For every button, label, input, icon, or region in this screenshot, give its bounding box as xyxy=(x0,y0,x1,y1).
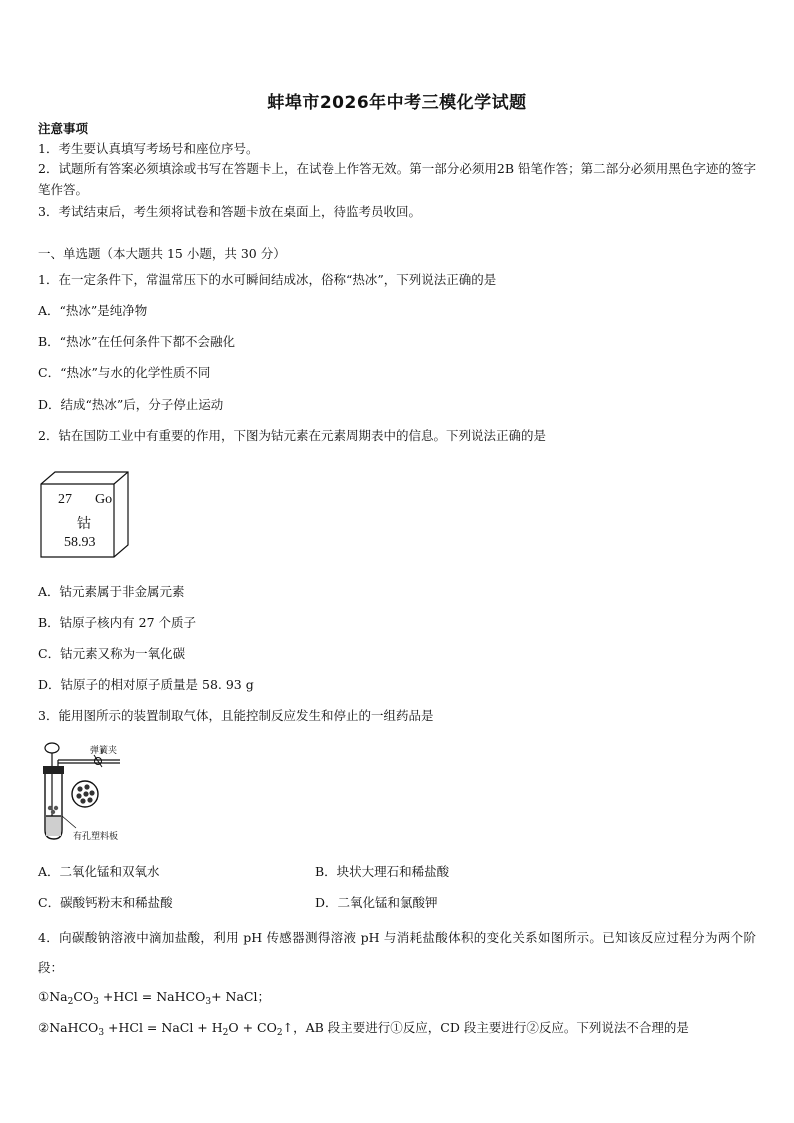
q4-reaction-1 xyxy=(38,989,270,1005)
q4-stem: 4．向碳酸钠溶液中滴加盐酸，利用 pH 传感器测得溶液 pH 与消耗盐酸体积的变化关系如图所示。已知该反应过程分为两个阶段： xyxy=(38,930,756,975)
notice-item-1: 1．考生要认真填写考场号和座位序号。 xyxy=(38,141,259,156)
element-name: 钴 xyxy=(77,516,91,532)
cobalt-element-card xyxy=(40,470,130,558)
r1-part: +HCl = NaHCO xyxy=(98,989,206,1004)
section-heading: 一、单选题（本大题共 15 小题，共 30 分） xyxy=(38,246,286,261)
q4-reaction-2 xyxy=(38,1020,689,1036)
element-symbol: Go xyxy=(95,492,113,507)
r1-part: + NaCl； xyxy=(211,989,270,1004)
r1-sub: 2 xyxy=(67,997,74,1007)
atomic-mass: 58.93 xyxy=(64,535,96,550)
r2-part: +HCl = NaCl + H xyxy=(104,1020,223,1035)
notice-heading: 注意事项 xyxy=(38,121,89,136)
spring-clip-label: 弹簧夹 xyxy=(90,746,118,756)
r1-sub: 3 xyxy=(205,997,212,1007)
notice-item-3: 3．考试结束后，考生须将试卷和答题卡放在桌面上，待监考员收回。 xyxy=(38,204,421,219)
q1-option-b: B．“热冰”在任何条件下都不会融化 xyxy=(38,334,235,349)
q2-stem: 2．钴在国防工业中有重要的作用，下图为钴元素在元素周期表中的信息。下列说法正确的是 xyxy=(38,428,546,443)
q2-option-a: A．钴元素属于非金属元素 xyxy=(38,584,185,599)
q3-option-d: D．二氧化锰和氯酸钾 xyxy=(315,895,438,910)
q3-option-a: A．二氧化锰和双氧水 xyxy=(38,864,160,879)
r2-part: O + CO xyxy=(228,1020,277,1035)
atomic-number: 27 xyxy=(58,492,72,507)
q1-option-c: C．“热冰”与水的化学性质不同 xyxy=(38,365,211,380)
q3-option-b: B．块状大理石和稀盐酸 xyxy=(315,864,450,879)
q3-option-c: C．碳酸钙粉末和稀盐酸 xyxy=(38,895,173,910)
q2-option-d: D．钴原子的相对原子质量是 58. 93 g xyxy=(38,677,254,692)
r2-sub: 2 xyxy=(276,1028,283,1038)
r1-part: ①Na xyxy=(38,989,68,1004)
q1-option-a: A．“热冰”是纯净物 xyxy=(38,303,148,318)
page-title: 蚌埠市2026年中考三模化学试题 xyxy=(267,93,527,113)
r2-sub: 3 xyxy=(98,1028,105,1038)
q2-option-b: B．钴原子核内有 27 个质子 xyxy=(38,615,197,630)
q2-option-c: C．钴元素又称为一氧化碳 xyxy=(38,646,186,661)
r2-part: ↑，AB 段主要进行①反应，CD 段主要进行②反应。下列说法不合理的是 xyxy=(282,1020,689,1035)
q1-option-d: D．结成“热冰”后，分子停止运动 xyxy=(38,397,224,412)
perforated-plate-label: 有孔塑料板 xyxy=(73,832,119,842)
r2-part: ②NaHCO xyxy=(38,1020,99,1035)
q1-stem: 1．在一定条件下，常温常压下的水可瞬间结成冰，俗称“热冰”，下列说法正确的是 xyxy=(38,272,497,287)
q3-stem: 3．能用图所示的装置制取气体，且能控制反应发生和停止的一组药品是 xyxy=(38,708,434,723)
gas-generator-apparatus xyxy=(40,740,170,844)
r1-sub: 3 xyxy=(93,997,99,1007)
r1-part: CO xyxy=(73,989,94,1004)
notice-item-2: 2．试题所有答案必须填涂或书写在答题卡上，在试卷上作答无效。第一部分必须用2B 铅笔作答；第二部分必须用黑色字迹的签字笔作答。 xyxy=(38,161,756,197)
r2-sub: 2 xyxy=(222,1028,229,1038)
